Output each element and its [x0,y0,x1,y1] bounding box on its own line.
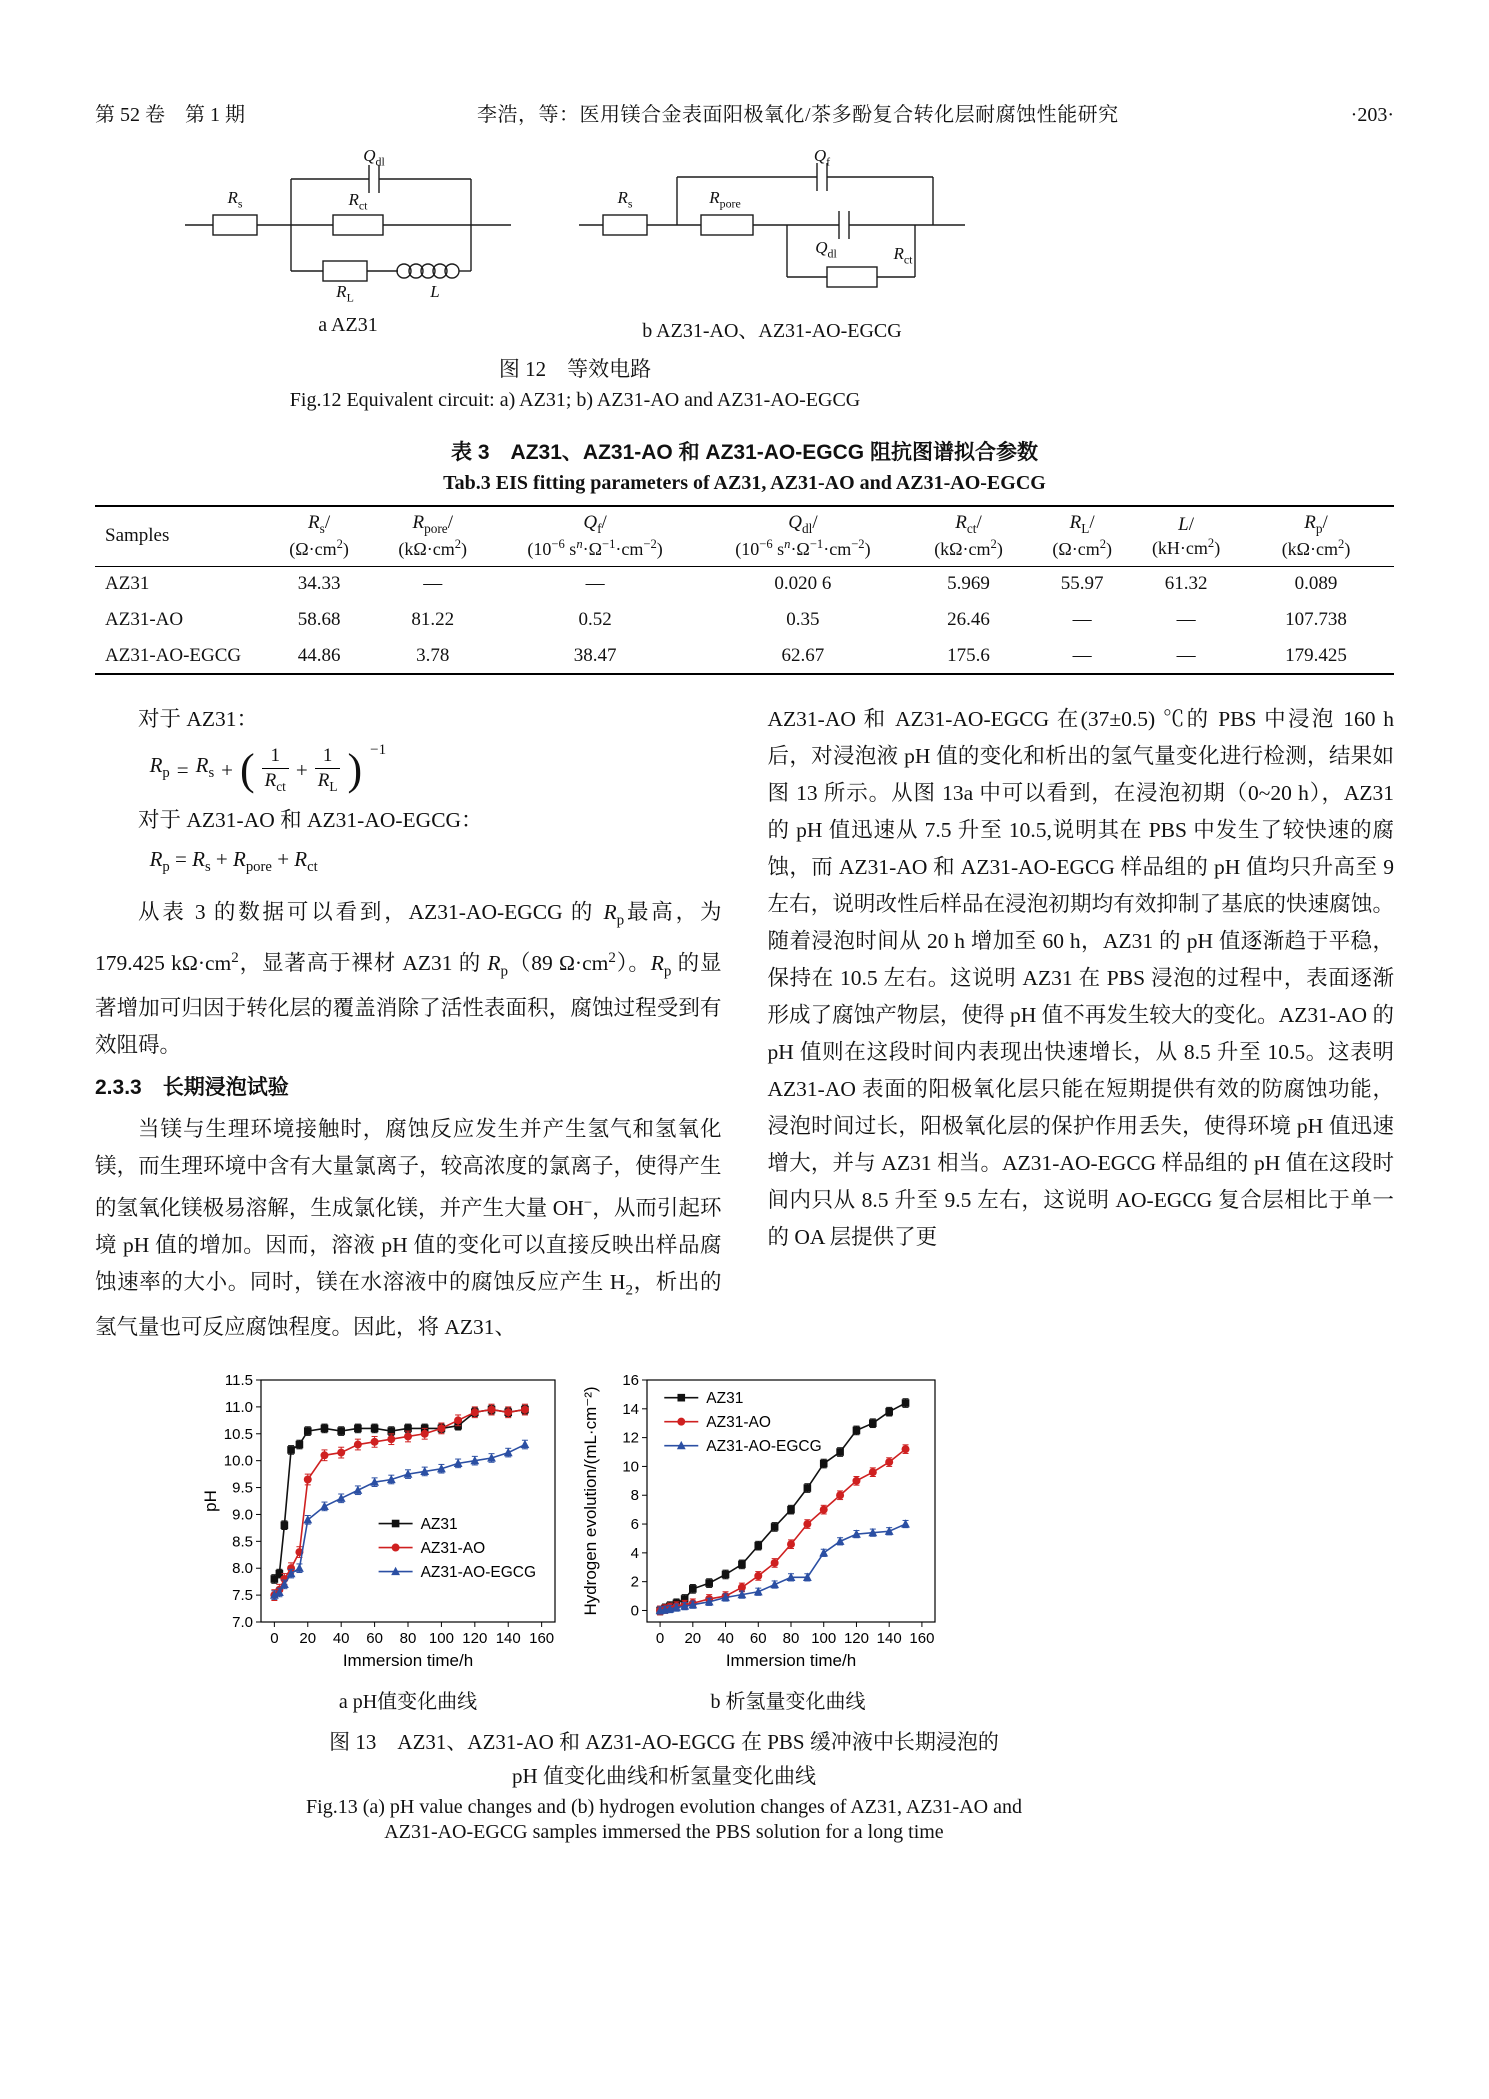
circuit-a-caption: a AZ31 [318,314,378,336]
svg-text:140: 140 [495,1630,521,1648]
svg-text:pH: pH [201,1490,220,1513]
eq-paren: ) [347,745,363,795]
svg-text:120: 120 [843,1630,869,1648]
table-cell: 55.97 [1060,573,1104,595]
eq-operator: + [295,757,308,782]
svg-text:60: 60 [366,1630,383,1648]
svg-text:Immersion time/h: Immersion time/h [725,1651,857,1671]
svg-text:0: 0 [655,1630,665,1648]
table-cell: 38.47 [573,644,617,666]
svg-text:Hydrogen evolution/(mL·cm⁻²): Hydrogen evolution/(mL·cm⁻²) [581,1386,600,1617]
svg-text:Immersion time/h: Immersion time/h [342,1651,474,1671]
svg-text:10.5: 10.5 [223,1426,253,1444]
table3-title-en: Tab.3 EIS fitting parameters of AZ31, AZ31-AO and AZ31-AO-EGCG [443,472,1046,494]
figure13-caption-cn-2: pH 值变化曲线和析氢量变化曲线 [512,1764,816,1789]
table-cell: 44.86 [297,644,341,666]
figure13-charts [199,1368,1129,1714]
svg-text:9.0: 9.0 [232,1506,253,1524]
table-cell: 5.969 [947,573,990,595]
svg-text:AZ31-AO-EGCG: AZ31-AO-EGCG [706,1438,822,1456]
chart-a-caption: a pH值变化曲线 [338,1691,478,1714]
table-row [95,602,1394,638]
table-cell: 81.22 [411,609,455,630]
table-body [95,566,1394,674]
label-rs: $R_s$ [227,188,243,211]
eq-fraction: $\frac{1}{R_L}$ [315,746,341,794]
page-number: ·203· [1350,104,1394,126]
svg-text:10.0: 10.0 [223,1453,253,1471]
table-cell: AZ31-AO [105,609,184,630]
svg-text:8: 8 [630,1487,639,1505]
equation-rp-az31 [149,741,722,795]
figure12 [95,147,1055,412]
table-cell: — [1176,644,1196,666]
svg-text:4: 4 [630,1545,639,1563]
table-cell: 62.67 [781,644,825,666]
svg-text:60: 60 [749,1630,767,1648]
table-cell: 179.425 [1285,644,1347,666]
table-cell: 175.6 [947,644,990,666]
table-header-cell: $R_p/$ $(k\Omega\cdot cm^2)$ [1281,512,1351,560]
svg-text:0: 0 [270,1630,279,1648]
hydrogen-chart [579,1368,949,1678]
label-rl: $R_L$ [336,282,354,305]
table-cell: 0.52 [578,609,612,630]
label-qdl: $Q_{dl}$ [815,238,837,261]
table-cell: 61.32 [1164,573,1208,595]
table-cell: — [1072,609,1092,630]
circuit-b-diagram [577,147,967,305]
svg-text:40: 40 [717,1630,734,1648]
svg-text:80: 80 [399,1630,417,1648]
body-columns [95,701,1394,1346]
svg-text:20: 20 [299,1630,317,1648]
running-title: 李浩，等：医用镁合金表面阳极氧化/茶多酚复合转化层耐腐蚀性能研究 [477,104,1119,126]
label-qdl: $Q_{dl}$ [363,146,385,169]
circuit-a-diagram [183,147,513,305]
label-rct: $R_{ct}$ [893,244,913,267]
table-row [95,566,1394,602]
table-header-cell: $R_{pore}/$ $(k\Omega\cdot cm^2)$ [398,512,468,560]
svg-text:100: 100 [811,1630,837,1648]
table-cell: — [585,573,605,595]
ph-chart [199,1368,569,1678]
figure12-caption-cn: 图 12 等效电路 [498,357,652,381]
svg-text:AZ31-AO: AZ31-AO [706,1414,771,1432]
table-cell: — [1072,644,1092,666]
figure13-caption-en-2: AZ31-AO-EGCG samples immersed the PBS solution for a long time [384,1821,944,1844]
eq-operator: + [221,757,233,782]
left-column [95,701,722,1346]
paragraph: 从表 3 的数据可以看到，AZ31-AO-EGCG 的 $R_p$最高，为 179.425 $k\Omega\cdot cm^2$，显著高于裸材 AZ31 的 $R_p(89$ $\Omega\cdot cm^2$）。$R_p$ 的显著增加可归因于转化层的覆盖消除了活性表面积，腐蚀过程受到有效阻碍。 [95,900,722,1058]
right-column [768,701,1395,1346]
eq-exponent: −1 [370,741,387,758]
chart-b-block [579,1368,949,1714]
table-cell: — [423,573,443,595]
svg-text:160: 160 [909,1630,935,1648]
svg-text:120: 120 [462,1630,488,1648]
equation-rp-coated: $R_p = R_s + R_{pore} + R_{ct}$ [149,847,318,876]
table-cell: 0.020 6 [774,573,832,595]
eq-term: $R_p$ [149,753,170,782]
svg-text:0: 0 [630,1602,639,1620]
svg-text:40: 40 [332,1630,350,1648]
svg-text:11.0: 11.0 [224,1399,253,1417]
table-cell: 107.738 [1285,609,1347,630]
svg-text:8.5: 8.5 [232,1533,253,1551]
svg-text:100: 100 [428,1630,454,1648]
svg-text:160: 160 [529,1630,555,1648]
figure12-caption-en: Fig.12 Equivalent circuit: a) AZ31; b) AZ31-AO and AZ31-AO-EGCG [289,389,861,411]
table-cell: — [1176,609,1196,630]
svg-text:11.5: 11.5 [224,1372,253,1390]
eq-operator: = [176,757,189,782]
paragraph: 对于 AZ31： [138,707,259,731]
svg-text:10: 10 [622,1458,639,1476]
table-cell: 58.68 [297,609,341,630]
table-header-cell: $R_{ct}/$ $(k\Omega\cdot cm^2)$ [934,512,1003,560]
svg-text:12: 12 [622,1430,639,1448]
table-header-cell: L/ $(kH\cdot cm^2)$ [1151,513,1221,558]
table-header-row [95,506,1394,566]
table-cell: AZ31 [105,573,150,595]
svg-text:6: 6 [630,1516,639,1534]
paragraph: AZ31-AO 和 AZ31-AO-EGCG 在(37±0.5) ℃的 PBS 中浸泡 160 h 后，对浸泡液 pH 值的变化和析出的氢气量变化进行检测，结果如图 13 所示。从图 13a 中可以看到，在浸泡初期（0~20 h），AZ31 的 pH 值迅速从 7.5 升至 10.5,说明其在 PBS 中发生了较快速的腐蚀，而 AZ31-AO 和 AZ31-AO-EGCG 样品组的 pH 值均只升高至 9 左右，说明改性后样品在浸泡初期均有效抑制了基底的快速腐蚀。随着浸泡时间从 20 h 增加至 60 h，AZ31 的 pH 值逐渐趋于平稳，保持在 10.5 左右。这说明 AZ31 在 PBS 浸泡的过程中，表面逐渐形成了腐蚀产物层，使得 pH 值不再发生较大的变化。AZ31-AO 的 pH 值则在这段时间内表现出快速增长，从 8.5 升至 10.5。这表明 AZ31-AO 表面的阳极氧化层只能在短期提供有效的防腐蚀功能，浸泡时间过长，阳极氧化层的保护作用丢失，使得环境 pH 值迅速增大，并与 AZ31 相当。AZ31-AO-EGCG 样品组的 pH 值在这段时间内只从 8.5 升至 9.5 左右，这说明 AO-EGCG 复合层相比于单一的 OA 层提供了更 [767,707,1394,1249]
page-header [95,98,1394,127]
figure13 [199,1368,1129,1844]
svg-text:20: 20 [684,1630,702,1648]
table-header-cell: $Q_f/$ ($10^{-6}$ $s^n\cdot\Omega^{-1}\cdot cm^{-2}$) [527,512,663,560]
table-header-cell: $Q_{dl}/$ ($10^{-6}$ $s^n\cdot\Omega^{-1}\cdot cm^{-2}$) [735,512,871,560]
svg-text:AZ31: AZ31 [420,1516,458,1534]
svg-text:8.0: 8.0 [232,1560,253,1578]
circuit-diagrams [95,147,1055,343]
label-rct: $R_{ct}$ [348,190,368,213]
eq-paren: ( [240,745,255,795]
circuit-b-caption: b AZ31-AO、AZ31-AO-EGCG [642,320,902,342]
chart-b-caption: b 析氢量变化曲线 [710,1691,866,1714]
table-cell: 34.33 [297,573,341,595]
svg-text:7.0: 7.0 [232,1614,253,1632]
svg-text:2: 2 [630,1574,639,1592]
paragraph: 对于 AZ31-AO 和 AZ31-AO-EGCG： [138,808,483,833]
table3-table [95,505,1394,675]
svg-text:7.5: 7.5 [232,1587,253,1605]
label-rpore: $R_{pore}$ [709,188,741,211]
table-cell: 0.089 [1294,573,1338,595]
svg-text:80: 80 [782,1630,800,1648]
section-heading-233: 2.3.3 长期浸泡试验 [95,1076,289,1100]
figure13-caption-en-1: Fig.13 (a) pH value changes and (b) hydrogen evolution changes of AZ31, AZ31-AO and [306,1796,1022,1819]
circuit-b [577,147,967,343]
svg-text:AZ31-AO: AZ31-AO [420,1540,486,1558]
svg-text:9.5: 9.5 [232,1480,253,1498]
table3-title-cn: 表 3 AZ31、AZ31-AO 和 AZ31-AO-EGCG 阻抗图谱拟合参数 [451,441,1038,464]
table-cell: 26.46 [947,609,990,630]
table-row [95,638,1394,674]
table-header-cell: Samples [105,525,170,547]
journal-volume-issue: 第 52 卷 第 1 期 [95,104,245,126]
table-cell: AZ31-AO-EGCG [105,644,242,666]
svg-text:16: 16 [622,1372,639,1390]
table-cell: 3.78 [416,644,450,666]
table-header-cell: $R_L/$ $(\Omega\cdot cm^2)$ [1052,512,1112,560]
table-cell: 0.35 [786,609,820,630]
label-rs: $R_s$ [617,188,633,211]
label-qf: $Q_f$ [813,146,831,169]
svg-text:14: 14 [622,1401,639,1419]
table-header-cell: $R_s/$ $(\Omega\cdot cm^2)$ [289,512,349,560]
svg-text:AZ31: AZ31 [706,1390,744,1408]
svg-text:140: 140 [876,1630,902,1648]
eq-term: $R_s$ [195,753,215,782]
paragraph: 当镁与生理环境接触时，腐蚀反应发生并产生氢气和氢氧化镁，而生理环境中含有大量氯离子，较高浓度的氯离子，使得产生的氢氧化镁极易溶解，生成氯化镁，并产生大量 OH−，从而引起环境 pH 值的增加。因而，溶液 pH 值的变化可以直接反映出样品腐蚀速率的大小。同时，镁在水溶液中的腐蚀反应产生 $H_2$，析出的氢气量也可反应腐蚀程度。因此，将 AZ31、 [95,1117,722,1340]
figure13-caption-cn-1: 图 13 AZ31、AZ31-AO 和 AZ31-AO-EGCG 在 PBS 缓冲液中长期浸泡的 [329,1730,999,1755]
circuit-a [183,147,513,337]
chart-a-block [199,1368,569,1714]
svg-text:AZ31-AO-EGCG: AZ31-AO-EGCG [420,1564,537,1582]
eq-fraction: $\frac{1}{R_{ct}}$ [262,746,289,794]
label-l: L [430,282,440,301]
